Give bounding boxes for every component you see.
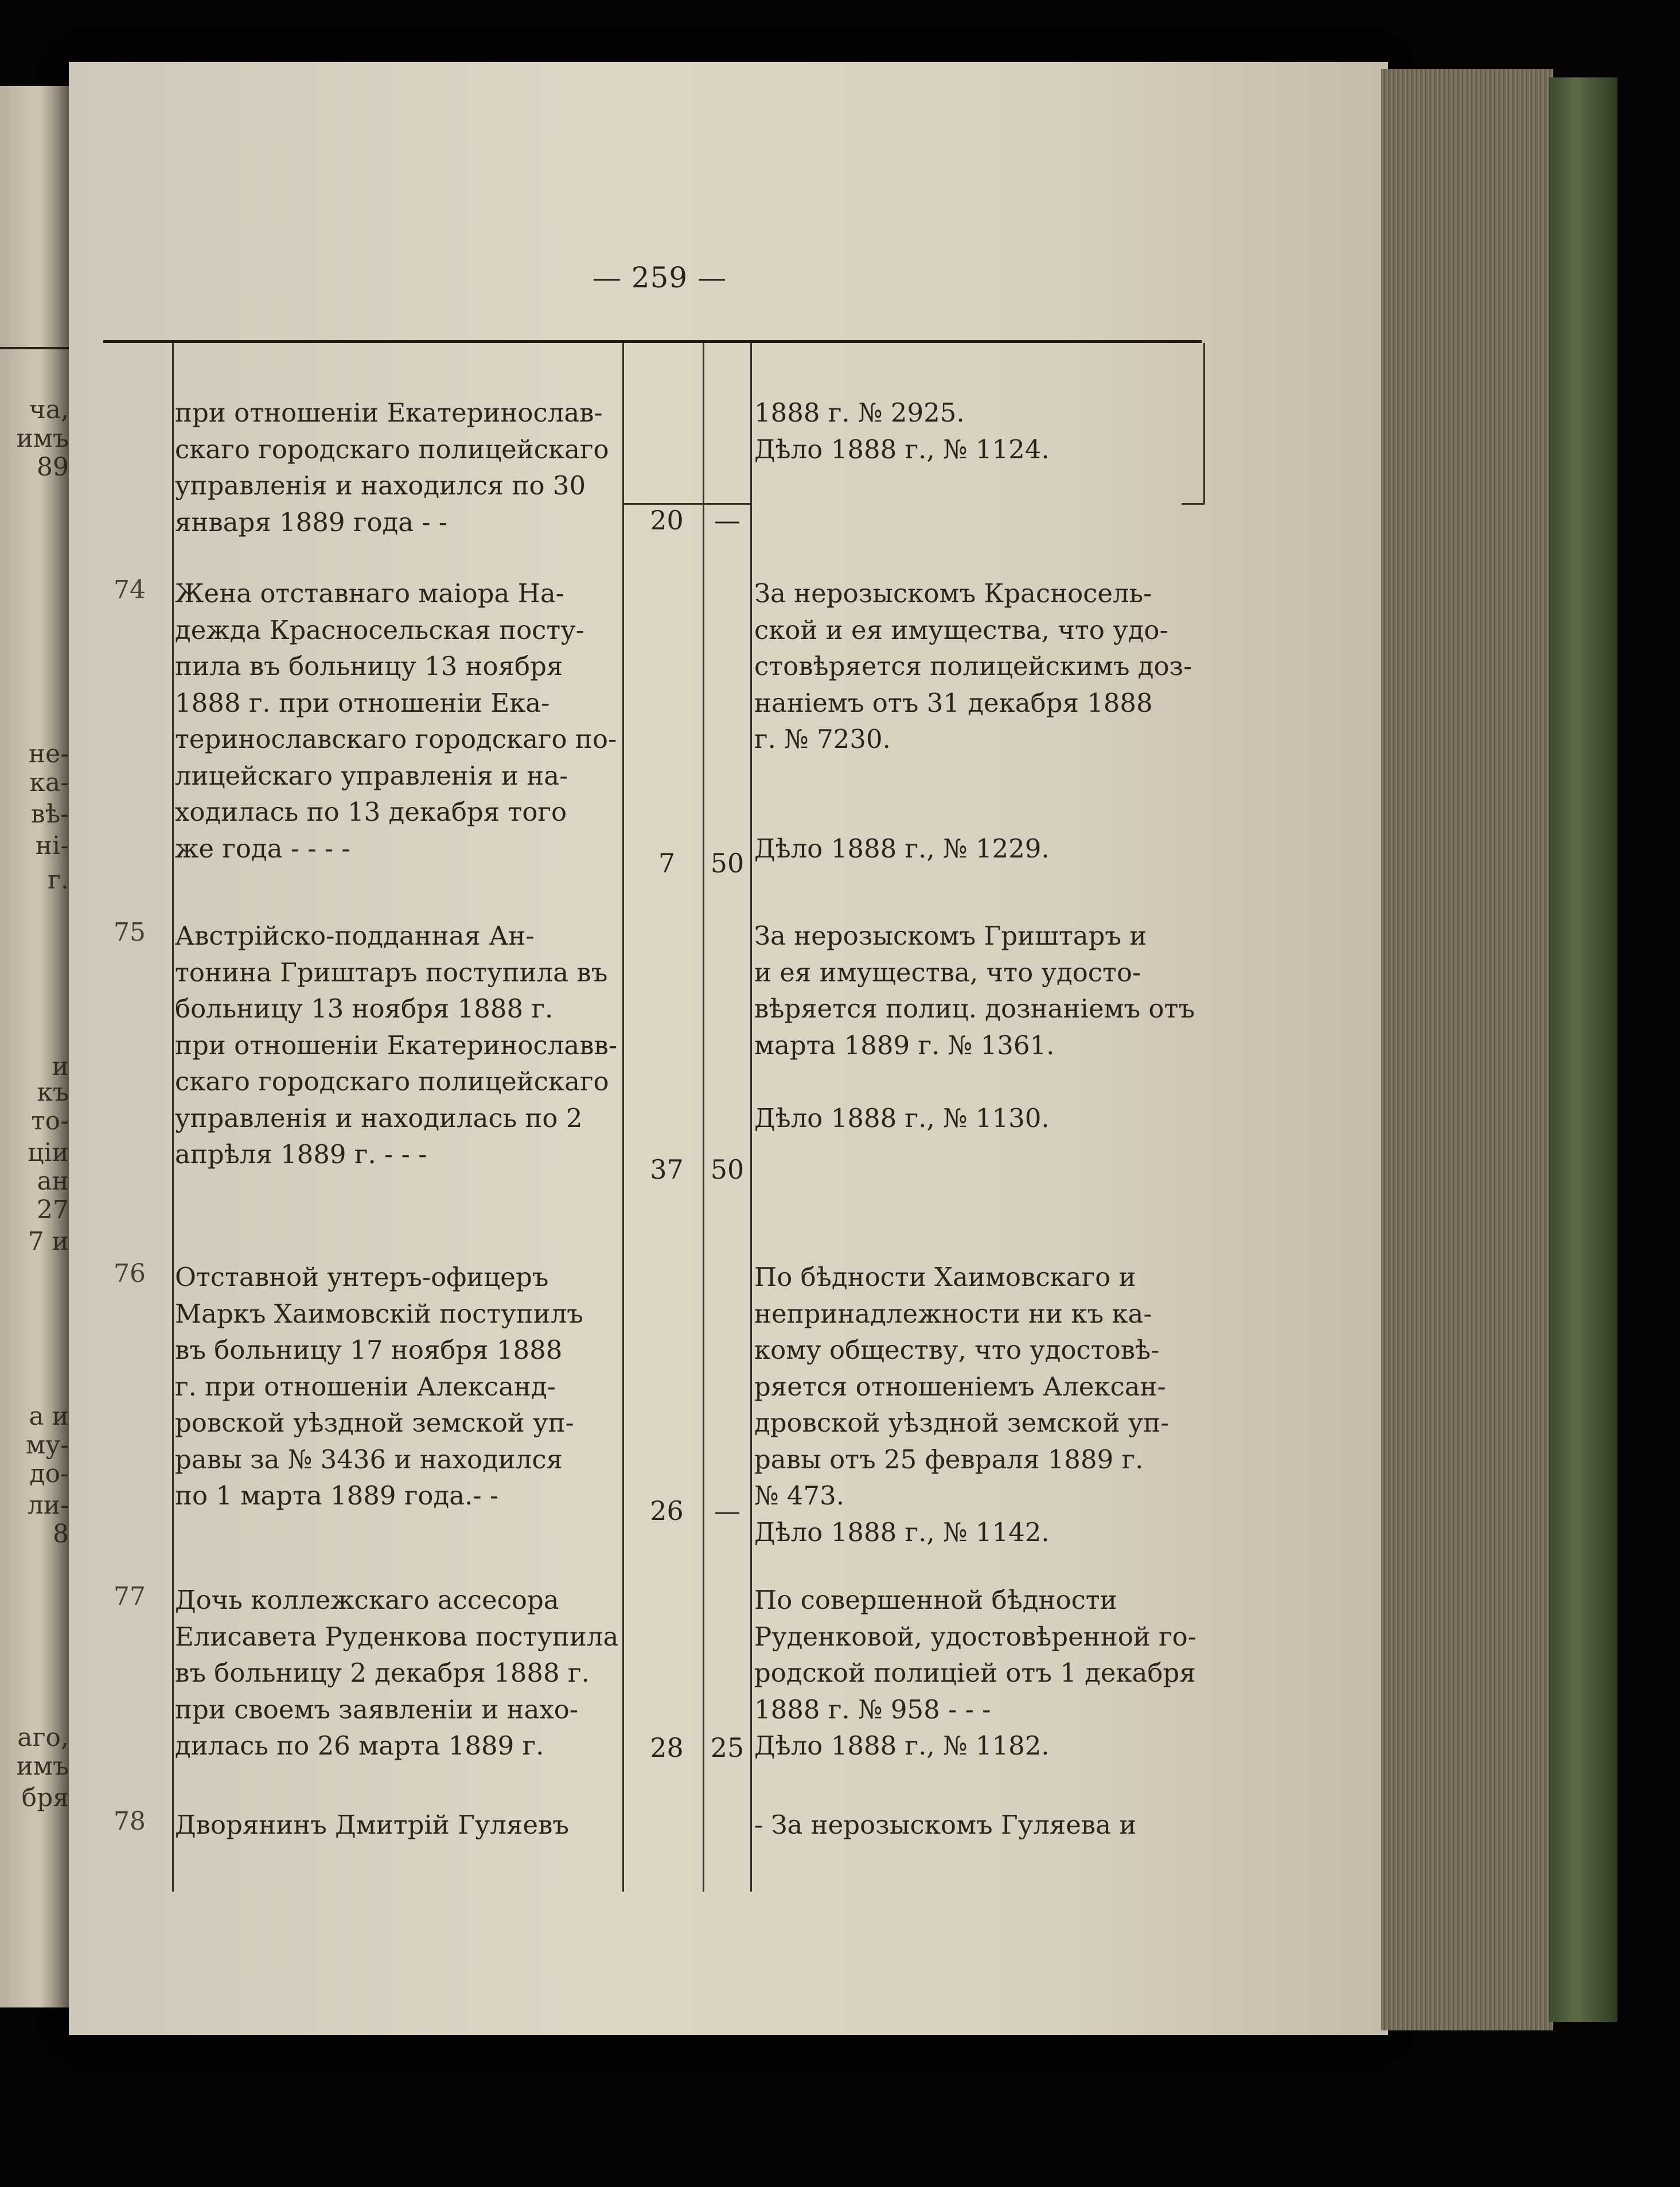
decision-line: ряется отношеніемъ Алексан- bbox=[754, 1371, 1166, 1402]
text-line: 1888 г. при отношеніи Ека- bbox=[175, 687, 550, 718]
text-line: Австрійско-подданная Ан- bbox=[175, 921, 535, 951]
previous-page-fragment: имъ bbox=[16, 424, 69, 453]
previous-page-fragment: ан bbox=[37, 1167, 69, 1196]
previous-page-fragment: до- bbox=[29, 1459, 69, 1488]
decision-line: 1888 г. № 958 - - - bbox=[754, 1694, 991, 1725]
amount-kopecks: — bbox=[714, 505, 740, 536]
previous-page-fragment: и bbox=[52, 1052, 69, 1081]
text-line: Елисавета Руденкова поступила bbox=[175, 1621, 619, 1652]
text-line: Дворянинъ Дмитрій Гуляевъ bbox=[175, 1810, 569, 1840]
entry-decision bbox=[754, 1807, 1199, 1843]
amount-rubles: 20 bbox=[650, 505, 684, 536]
decision-line: Руденковой, удостовѣренной го- bbox=[754, 1621, 1196, 1652]
previous-page-fragment: имъ bbox=[16, 1752, 69, 1781]
column-rule-number bbox=[172, 343, 174, 1892]
decision-line: По совершенной бѣдности bbox=[754, 1585, 1117, 1615]
amount-kopecks: 50 bbox=[710, 1154, 744, 1185]
previous-page-fragment: къ bbox=[37, 1078, 69, 1107]
column-rule-text bbox=[622, 343, 624, 1892]
text-line: Отставной унтеръ-офицеръ bbox=[175, 1262, 549, 1292]
page-edges bbox=[1381, 69, 1553, 2030]
decision-line: № 473. bbox=[754, 1480, 845, 1511]
book-cover bbox=[1549, 77, 1617, 2022]
text-line: Дочь коллежскаго ассесора bbox=[175, 1585, 559, 1615]
previous-page-fragment: ціи bbox=[28, 1138, 69, 1167]
amount-rubles: 7 bbox=[658, 848, 676, 879]
text-line: управленія и находился по 30 bbox=[175, 470, 586, 501]
text-line: въ больницу 17 ноября 1888 bbox=[175, 1335, 563, 1365]
previous-page-fragment: 8 bbox=[53, 1519, 69, 1549]
decision-line: Дѣло 1888 г., № 1182. bbox=[754, 1730, 1050, 1761]
decision-line: наніемъ отъ 31 декабря 1888 bbox=[754, 687, 1153, 718]
previous-page-fragment: г. bbox=[47, 866, 69, 895]
previous-page-fragment: 7 и bbox=[28, 1227, 69, 1256]
text-line: ходилась по 13 декабря того bbox=[175, 797, 567, 827]
text-line: тонина Гриштаръ поступила въ bbox=[175, 957, 608, 988]
decision-line: Дѣло 1888 г., № 1124. bbox=[754, 434, 1050, 465]
text-line: при отношеніи Екатеринослав- bbox=[175, 397, 603, 428]
decision-line: За нерозыскомъ Гриштаръ и bbox=[754, 921, 1147, 951]
decision-line: - За нерозыскомъ Гуляева и bbox=[754, 1810, 1137, 1840]
previous-page-fragment: бря bbox=[21, 1783, 69, 1812]
entry-number: 77 bbox=[114, 1582, 146, 1611]
previous-page-rule bbox=[0, 347, 69, 349]
decision-line: Дѣло 1888 г., № 1229. bbox=[754, 833, 1050, 864]
text-line: Жена отставнаго маіора На- bbox=[175, 578, 564, 609]
decision-line: г. № 7230. bbox=[754, 724, 891, 754]
text-line: больницу 13 ноября 1888 г. bbox=[175, 993, 553, 1024]
text-line: скаго городскаго полицейскаго bbox=[175, 1066, 609, 1097]
entry-number: 76 bbox=[114, 1259, 146, 1288]
text-line: ровской уѣздной земской уп- bbox=[175, 1408, 574, 1438]
text-line: дежда Красносельская посту- bbox=[175, 614, 584, 645]
page-number: — 259 — bbox=[592, 261, 727, 294]
previous-page-fragment: вѣ- bbox=[30, 800, 69, 829]
text-line: по 1 марта 1889 года.- - bbox=[175, 1480, 499, 1511]
text-line: управленія и находилась по 2 bbox=[175, 1102, 583, 1133]
text-line: г. при отношеніи Александ- bbox=[175, 1371, 556, 1402]
column-rule-rub bbox=[703, 343, 704, 1892]
amount-rubles: 26 bbox=[650, 1495, 684, 1526]
row-rule bbox=[1182, 503, 1205, 505]
text-line: Маркъ Хаимовскій поступилъ bbox=[175, 1298, 583, 1329]
previous-page-fragment: 27 bbox=[37, 1195, 69, 1225]
text-line: при своемъ заявленіи и нахо- bbox=[175, 1694, 579, 1725]
entry-decision bbox=[754, 395, 1199, 467]
entry-number: 78 bbox=[114, 1807, 146, 1836]
entry-description bbox=[175, 395, 619, 540]
decision-line: вѣряется полиц. дознаніемъ отъ bbox=[754, 993, 1195, 1024]
previous-page-edge bbox=[0, 86, 72, 2007]
amount-kopecks: 50 bbox=[710, 848, 744, 879]
text-line: пила въ больницу 13 ноября bbox=[175, 651, 563, 681]
decision-line: За нерозыскомъ Красносель- bbox=[754, 578, 1152, 609]
previous-page-fragment: ли- bbox=[27, 1491, 69, 1520]
text-line: лицейскаго управленія и на- bbox=[175, 760, 568, 791]
text-line: дилась по 26 марта 1889 г. bbox=[175, 1730, 544, 1761]
previous-page-fragment: не- bbox=[28, 739, 69, 769]
entry-description bbox=[175, 1582, 619, 1764]
text-line: скаго городскаго полицейскаго bbox=[175, 434, 609, 465]
entry-decision bbox=[754, 1582, 1199, 1764]
entry-number: 74 bbox=[114, 575, 146, 605]
decision-line: стовѣряется полицейскимъ доз- bbox=[754, 651, 1192, 681]
text-line: при отношеніи Екатеринославв- bbox=[175, 1030, 618, 1061]
entry-number: 75 bbox=[114, 918, 146, 947]
entry-decision bbox=[754, 575, 1199, 867]
decision-line: дровской уѣздной земской уп- bbox=[754, 1408, 1170, 1438]
entry-description bbox=[175, 1259, 619, 1514]
entry-description bbox=[175, 575, 619, 867]
entry-description bbox=[175, 918, 619, 1173]
previous-page-fragment: то- bbox=[31, 1106, 69, 1136]
column-rule-kop bbox=[750, 343, 752, 1892]
entry-decision bbox=[754, 918, 1199, 1136]
decision-line: марта 1889 г. № 1361. bbox=[754, 1030, 1055, 1061]
decision-line bbox=[754, 758, 1199, 794]
previous-page-fragment: 89 bbox=[37, 453, 69, 482]
text-line: въ больницу 2 декабря 1888 г. bbox=[175, 1658, 590, 1688]
decision-line: родской полиціей отъ 1 декабря bbox=[754, 1658, 1196, 1688]
previous-page-fragment: ча, bbox=[29, 395, 69, 424]
column-rule-right bbox=[1203, 343, 1205, 504]
entry-description bbox=[175, 1807, 619, 1843]
decision-line: ской и ея имущества, что удо- bbox=[754, 614, 1168, 645]
decision-line: равы отъ 25 февраля 1889 г. bbox=[754, 1444, 1144, 1475]
previous-page-fragment: аго, bbox=[17, 1723, 69, 1752]
previous-page-fragment: му- bbox=[26, 1430, 69, 1460]
previous-page-fragment: а и bbox=[29, 1402, 69, 1431]
decision-line bbox=[754, 794, 1199, 831]
previous-page-fragment: ні- bbox=[35, 831, 69, 860]
text-line: теринославскаго городскаго по- bbox=[175, 724, 617, 754]
decision-line: кому обществу, что удостовѣ- bbox=[754, 1335, 1160, 1365]
table-top-rule bbox=[103, 340, 1202, 343]
amount-rubles: 28 bbox=[650, 1732, 684, 1763]
text-line: января 1889 года - - bbox=[175, 506, 448, 537]
amount-kopecks: 25 bbox=[710, 1732, 744, 1763]
entry-decision bbox=[754, 1259, 1199, 1550]
decision-line: По бѣдности Хаимовскаго и bbox=[754, 1262, 1136, 1292]
decision-line bbox=[754, 1063, 1199, 1100]
decision-line: Дѣло 1888 г., № 1130. bbox=[754, 1102, 1050, 1133]
text-line: апрѣля 1889 г. - - - bbox=[175, 1139, 427, 1169]
decision-line: непринадлежности ни къ ка- bbox=[754, 1298, 1152, 1329]
text-line: же года - - - - bbox=[175, 833, 350, 864]
text-line: равы за № 3436 и находился bbox=[175, 1444, 563, 1475]
previous-page-fragment: ка- bbox=[29, 768, 69, 797]
decision-line: Дѣло 1888 г., № 1142. bbox=[754, 1517, 1050, 1547]
decision-line: и ея имущества, что удосто- bbox=[754, 957, 1141, 988]
amount-rubles: 37 bbox=[650, 1154, 684, 1185]
amount-kopecks: — bbox=[714, 1495, 740, 1526]
decision-line: 1888 г. № 2925. bbox=[754, 397, 965, 428]
